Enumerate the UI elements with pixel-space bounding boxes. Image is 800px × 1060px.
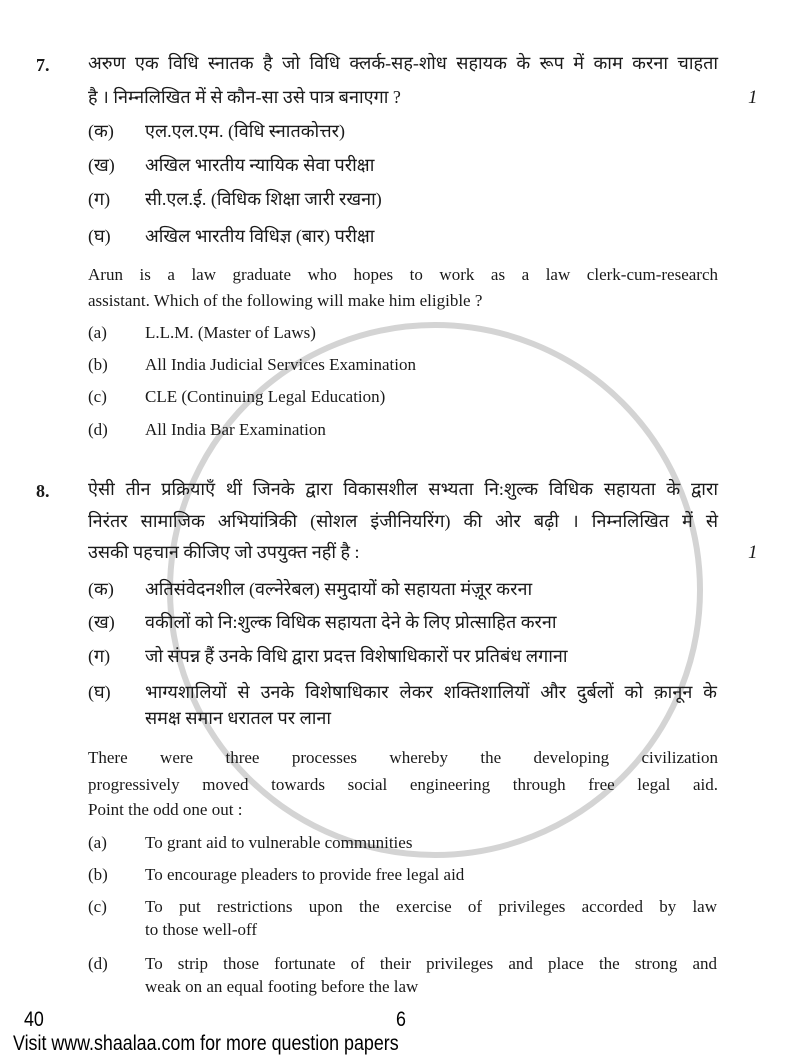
option-label: (ग) xyxy=(88,189,111,209)
option-text: All India Bar Examination xyxy=(145,420,326,439)
option-label: (b) xyxy=(88,865,108,884)
option-label: (c) xyxy=(88,387,107,406)
option-text: अखिल भारतीय न्यायिक सेवा परीक्षा xyxy=(145,155,375,175)
option-text: To put restrictions upon the exercise of privileges accorded by law xyxy=(145,897,717,916)
option-text-continued: weak on an equal footing before the law xyxy=(145,977,419,996)
question-text-hindi: है । निम्नलिखित में से कौन-सा उसे पात्र बनाएगा ? xyxy=(88,87,401,107)
shaalaa-link[interactable]: Visit www.shaalaa.com for more question papers xyxy=(13,1032,399,1055)
paper-code: 40 xyxy=(24,1008,44,1031)
question-number: 7. xyxy=(36,55,50,75)
option-text: To grant aid to vulnerable communities xyxy=(145,833,413,852)
option-text: अतिसंवेदनशील (वल्नेरेबल) समुदायों को सहायता मंज़ूर करना xyxy=(145,579,533,599)
question-text-english: assistant. Which of the following will make him eligible ? xyxy=(88,291,483,310)
option-label: (ख) xyxy=(88,155,115,175)
option-text: All India Judicial Services Examination xyxy=(145,355,416,374)
option-text-continued: to those well-off xyxy=(145,920,258,939)
question-text-english: Point the odd one out : xyxy=(88,800,243,819)
option-text: वकीलों को नि:शुल्क विधिक सहायता देने के लिए प्रोत्साहित करना xyxy=(145,612,557,632)
option-label: (ख) xyxy=(88,612,115,632)
page-number: 6 xyxy=(396,1008,406,1031)
question-text-english: There were three processes whereby the developing civilization xyxy=(88,748,718,767)
option-text: सी.एल.ई. (विधिक शिक्षा जारी रखना) xyxy=(145,189,382,209)
question-number: 8. xyxy=(36,481,50,501)
marks: 1 xyxy=(748,87,758,108)
option-label: (घ) xyxy=(88,226,111,246)
option-label: (क) xyxy=(88,579,114,599)
question-text-hindi: निरंतर सामाजिक अभियांत्रिकी (सोशल इंजीनियरिंग) की ओर बढ़ी । निम्नलिखित में से xyxy=(88,511,718,531)
question-text-hindi: उसकी पहचान कीजिए जो उपयुक्त नहीं है : xyxy=(88,542,360,562)
marks: 1 xyxy=(748,542,758,563)
option-text: L.L.M. (Master of Laws) xyxy=(145,323,316,342)
option-text: To strip those fortunate of their privileges and place the strong and xyxy=(145,954,717,973)
question-text-hindi: ऐसी तीन प्रक्रियाएँ थीं जिनके द्वारा विकासशील सभ्यता नि:शुल्क विधिक सहायता के द्वारा xyxy=(88,479,718,499)
option-text: एल.एल.एम. (विधि स्नातकोत्तर) xyxy=(145,121,345,141)
option-label: (घ) xyxy=(88,682,111,702)
option-label: (a) xyxy=(88,323,107,342)
option-label: (b) xyxy=(88,355,108,374)
option-label: (d) xyxy=(88,420,108,439)
option-text: CLE (Continuing Legal Education) xyxy=(145,387,386,406)
option-label: (क) xyxy=(88,121,114,141)
option-text: जो संपन्न हैं उनके विधि द्वारा प्रदत्त विशेषाधिकारों पर प्रतिबंध लगाना xyxy=(145,646,568,666)
option-text: अखिल भारतीय विधिज्ञ (बार) परीक्षा xyxy=(145,226,375,246)
option-text: भाग्यशालियों से उनके विशेषाधिकार लेकर शक्तिशालियों और दुर्बलों को क़ानून के xyxy=(145,682,717,702)
question-text-hindi: अरुण एक विधि स्नातक है जो विधि क्लर्क-सह-शोध सहायक के रूप में काम करना चाहता xyxy=(88,53,718,73)
option-text-continued: समक्ष समान धरातल पर लाना xyxy=(145,708,332,728)
option-label: (d) xyxy=(88,954,108,973)
option-label: (c) xyxy=(88,897,107,916)
option-label: (a) xyxy=(88,833,107,852)
option-label: (ग) xyxy=(88,646,111,666)
question-text-english: progressively moved towards social engineering through free legal aid. xyxy=(88,775,718,794)
option-text: To encourage pleaders to provide free legal aid xyxy=(145,865,465,884)
question-text-english: Arun is a law graduate who hopes to work as a law clerk-cum-research xyxy=(88,265,718,284)
